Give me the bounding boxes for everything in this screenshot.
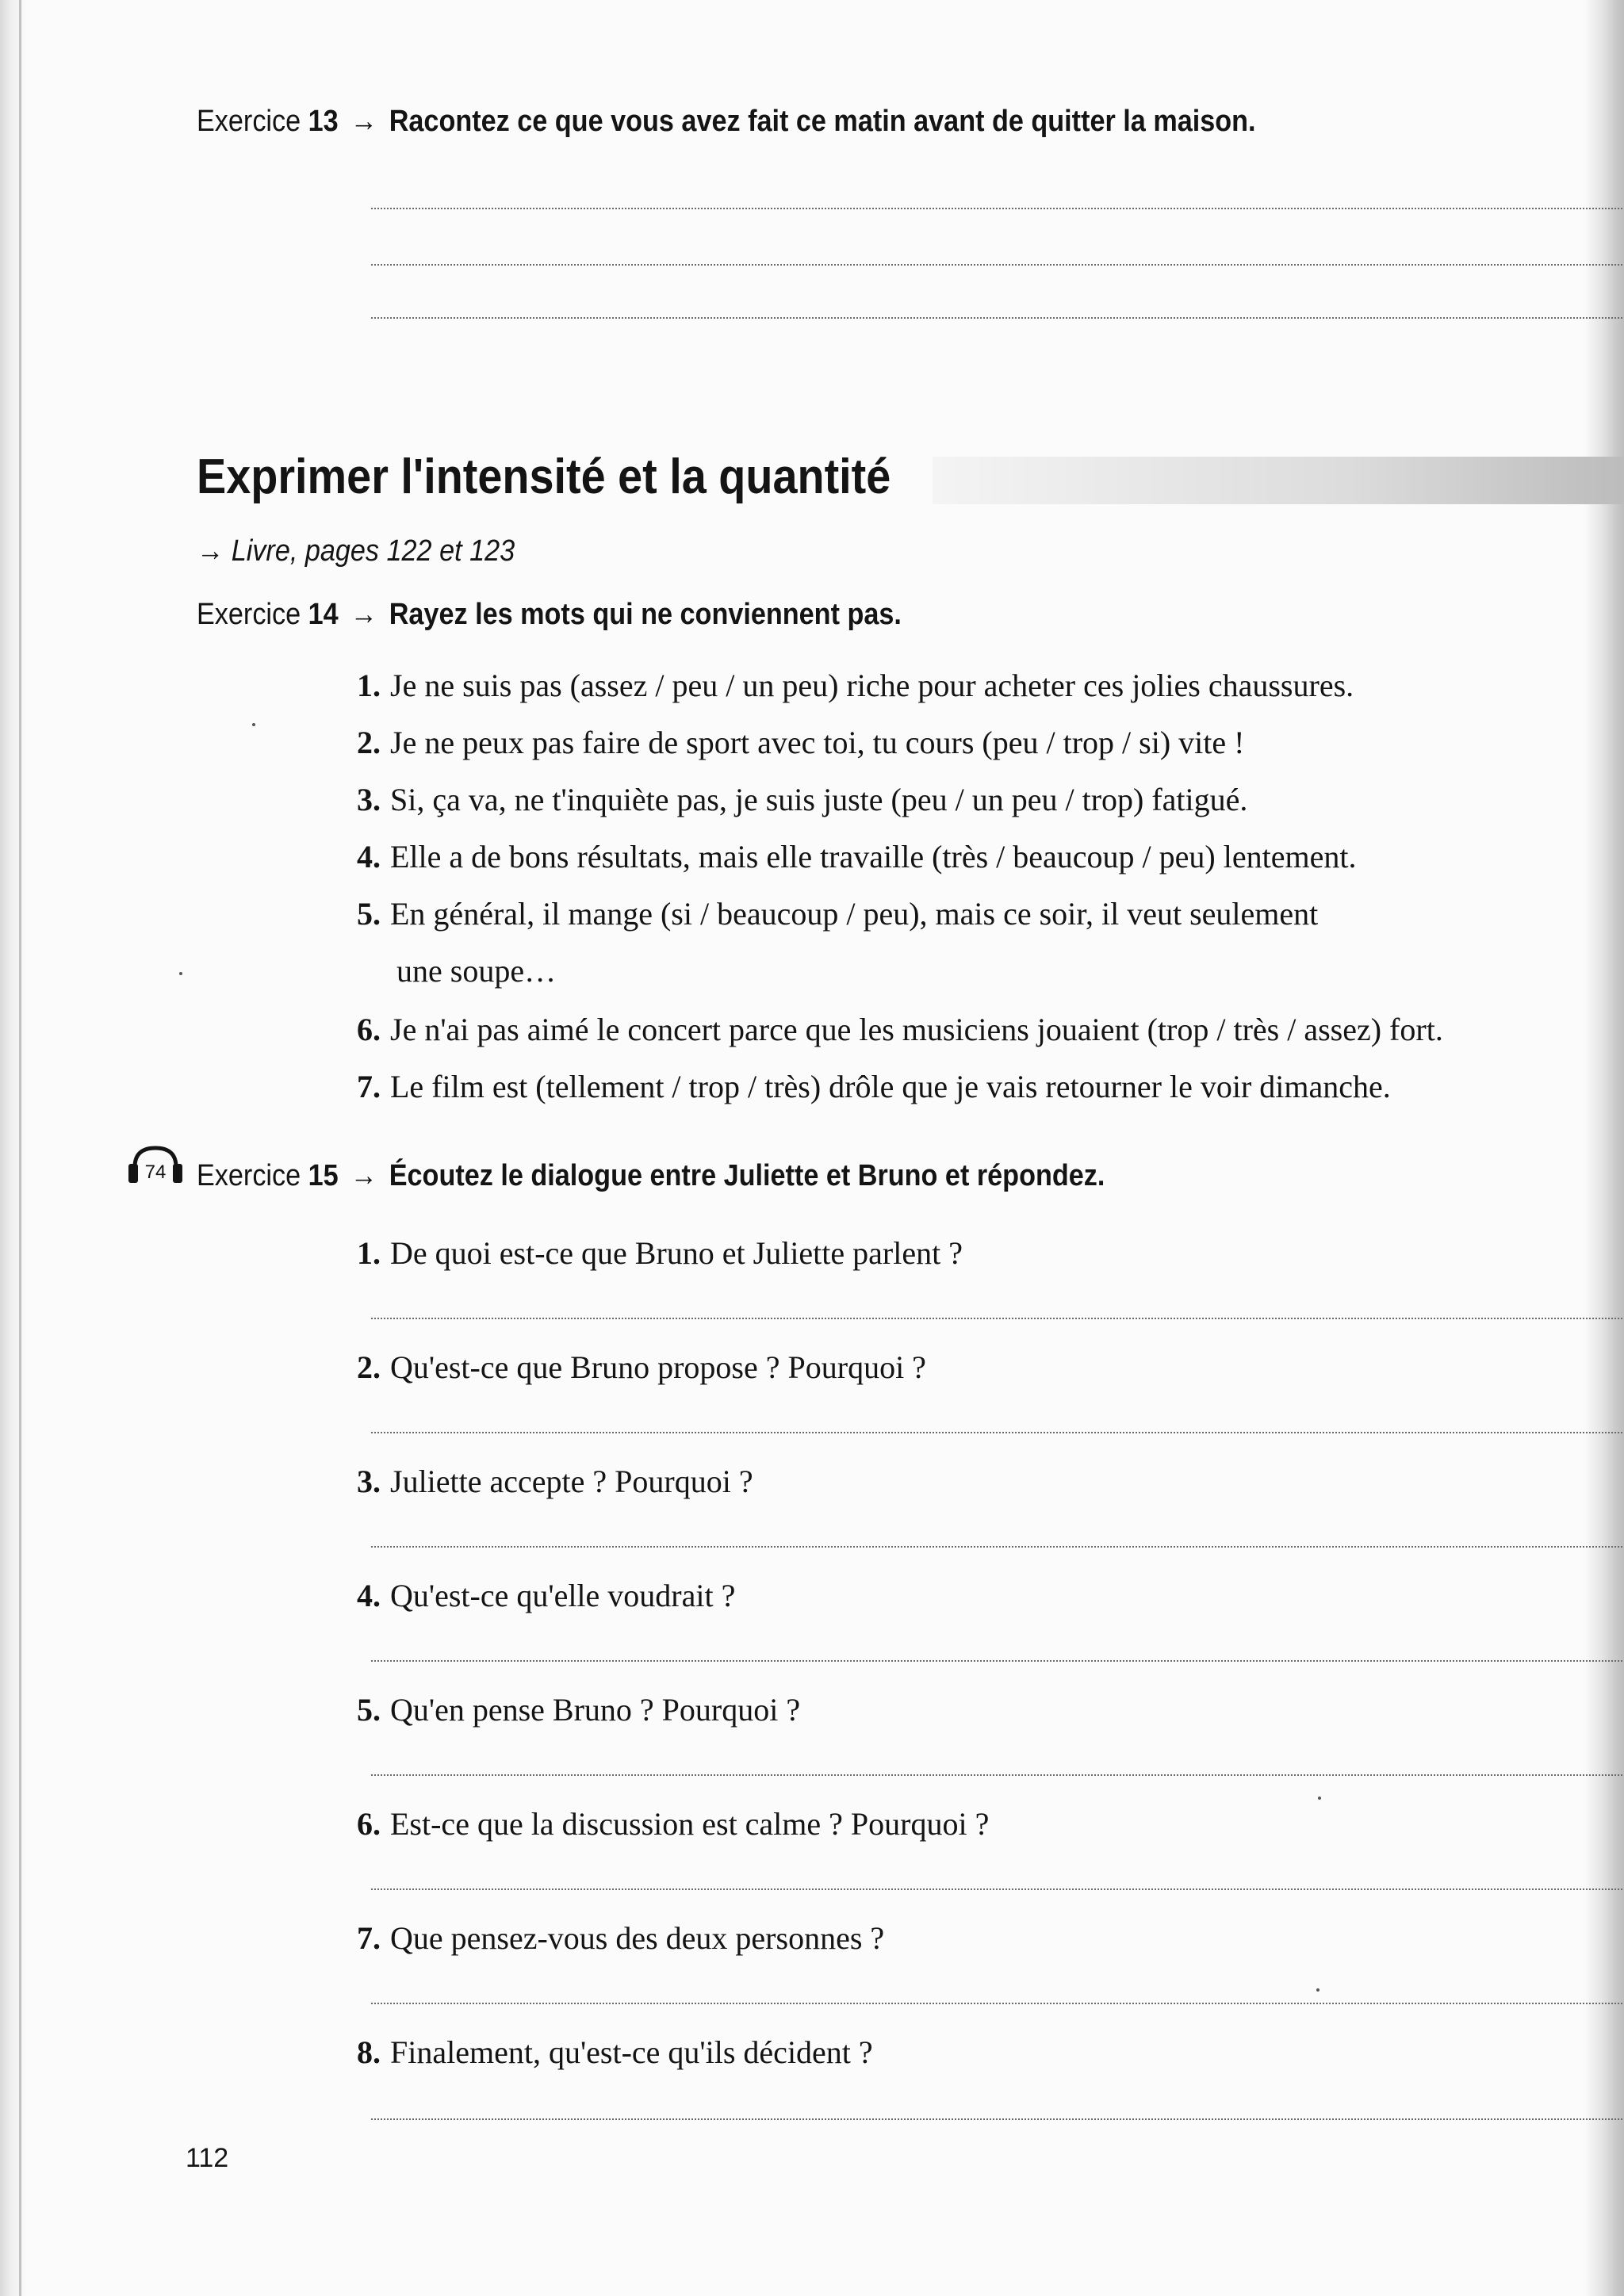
exercise-number: 13 bbox=[308, 105, 339, 138]
section-title: Exprimer l'intensité et la quantité bbox=[197, 450, 891, 504]
page-number: 112 bbox=[186, 2143, 229, 2173]
exercise-14-item: 1. Je ne suis pas (assez / peu / un peu) riche pour acheter ces jolies chaussures. bbox=[357, 668, 1354, 703]
answer-line[interactable] bbox=[371, 1318, 1622, 1319]
exercise-14-item: 4. Elle a de bons résultats, mais elle travaille (très / beaucoup / peu) lentement. bbox=[357, 839, 1357, 874]
exercise-14-item: 6. Je n'ai pas aimé le concert parce que les musiciens jouaient (trop / très / assez) fort. bbox=[357, 1012, 1443, 1047]
section-title-bar bbox=[933, 457, 1624, 504]
audio-track-icon bbox=[127, 1143, 184, 1189]
exercise-label: Exercice bbox=[197, 598, 301, 631]
page-left-rule bbox=[19, 0, 21, 2296]
answer-line[interactable] bbox=[371, 1546, 1622, 1548]
exercise-15-question: 4. Qu'est-ce qu'elle voudrait ? bbox=[357, 1578, 736, 1613]
book-reference: Livre, pages 122 et 123 bbox=[231, 534, 515, 568]
section-reference bbox=[197, 533, 515, 569]
arrow-right-icon: → bbox=[197, 534, 224, 568]
exercise-15-heading bbox=[197, 1158, 1105, 1194]
exercise-15-question: 2. Qu'est-ce que Bruno propose ? Pourquoi ? bbox=[357, 1349, 926, 1385]
exercise-15-question: 6. Est-ce que la discussion est calme ? Pourquoi ? bbox=[357, 1806, 990, 1842]
exercise-14-item-continuation: une soupe… bbox=[396, 953, 557, 989]
answer-line[interactable] bbox=[371, 2003, 1622, 2004]
arrow-right-icon: → bbox=[350, 105, 377, 138]
exercise-label: Exercice bbox=[197, 105, 301, 138]
scan-speck bbox=[1318, 1797, 1321, 1800]
scan-speck bbox=[179, 972, 182, 975]
exercise-number: 15 bbox=[308, 1159, 339, 1192]
answer-line[interactable] bbox=[371, 1660, 1622, 1662]
page-left-shadow bbox=[0, 0, 27, 2296]
exercise-14-item: 5. En général, il mange (si / beaucoup / peu), mais ce soir, il veut seulement bbox=[357, 896, 1319, 932]
exercise-15-question: 5. Qu'en pense Bruno ? Pourquoi ? bbox=[357, 1692, 801, 1728]
exercise-instruction: Rayez les mots qui ne conviennent pas. bbox=[389, 598, 902, 631]
arrow-right-icon: → bbox=[350, 1159, 377, 1192]
exercise-14-item: 2. Je ne peux pas faire de sport avec toi, tu cours (peu / trop / si) vite ! bbox=[357, 725, 1245, 760]
exercise-13-heading bbox=[197, 103, 1256, 140]
answer-line[interactable] bbox=[371, 264, 1622, 266]
exercise-instruction: Racontez ce que vous avez fait ce matin avant de quitter la maison. bbox=[389, 105, 1256, 138]
answer-line[interactable] bbox=[371, 1432, 1622, 1433]
scan-speck bbox=[1316, 1988, 1320, 1992]
exercise-14-heading bbox=[197, 596, 902, 633]
exercise-15-question: 1. De quoi est-ce que Bruno et Juliette parlent ? bbox=[357, 1235, 963, 1271]
exercise-number: 14 bbox=[308, 598, 339, 631]
audio-track-number: 74 bbox=[144, 1161, 167, 1183]
answer-line[interactable] bbox=[371, 317, 1622, 319]
exercise-14-item: 7. Le film est (tellement / trop / très) drôle que je vais retourner le voir dimanche. bbox=[357, 1069, 1391, 1104]
exercise-label: Exercice bbox=[197, 1159, 301, 1192]
arrow-right-icon: → bbox=[350, 598, 377, 631]
answer-line[interactable] bbox=[371, 208, 1622, 209]
exercise-15-question: 8. Finalement, qu'est-ce qu'ils décident ? bbox=[357, 2034, 873, 2070]
page-right-shadow bbox=[1584, 0, 1624, 2296]
exercise-15-question: 7. Que pensez-vous des deux personnes ? bbox=[357, 1920, 885, 1956]
exercise-14-item: 3. Si, ça va, ne t'inquiète pas, je suis juste (peu / un peu / trop) fatigué. bbox=[357, 782, 1248, 817]
exercise-instruction: Écoutez le dialogue entre Juliette et Bruno et répondez. bbox=[389, 1159, 1105, 1192]
exercise-15-question: 3. Juliette accepte ? Pourquoi ? bbox=[357, 1464, 753, 1499]
answer-line[interactable] bbox=[371, 1888, 1622, 1890]
answer-line[interactable] bbox=[371, 2118, 1622, 2120]
answer-line[interactable] bbox=[371, 1774, 1622, 1776]
scan-speck bbox=[252, 723, 255, 726]
